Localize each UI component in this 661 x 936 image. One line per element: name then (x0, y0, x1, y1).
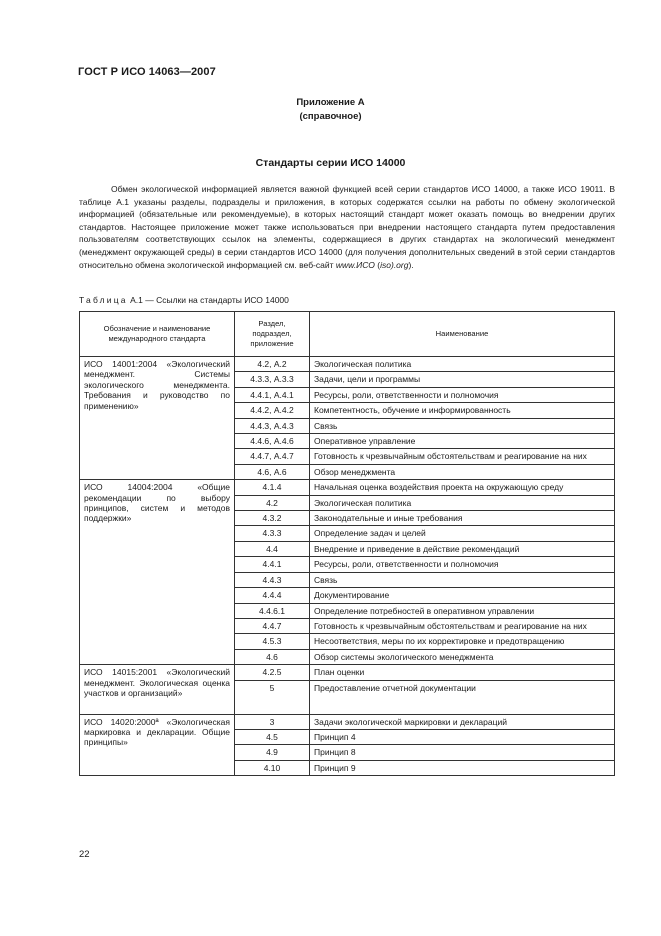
section-cell: 4.2, А.2 (235, 357, 310, 372)
table-row (80, 714, 615, 729)
name-cell: Связь (310, 418, 615, 433)
section-cell: 4.3.3, А.3.3 (235, 372, 310, 387)
name-cell: Внедрение и приведение в действие рекомендаций (310, 541, 615, 556)
section-cell: 4.4.2, А.4.2 (235, 403, 310, 418)
section-title: Стандарты серии ИСО 14000 (255, 157, 406, 169)
name-cell: Готовность к чрезвычайным обстоятельствам и реагирование на них (310, 618, 615, 633)
name-cell: Принцип 8 (310, 745, 615, 760)
document-code: ГОСТ Р ИСО 14063—2007 (78, 66, 216, 78)
section-cell: 4.5 (235, 729, 310, 744)
header-section: Раздел, подраздел, приложение (235, 312, 310, 357)
intro-text: Обмен экологической информацией является важной функцией всей серии стандартов ИСО 14000, а также ИСО 19011. В таблице А.1 указаны разделы, подразделы и приложения, в которых содержатся ссылки на работы по обмену экологической информацией (обязательные или рекомендуемые), в которых настоящий стандарт может оказать помощь во внедрении других стандартов. Настоящее приложение может также использоваться при внедрении настоящего стандарта путем предоставления пользователям соответствующих ссылок на элементы, содержащиеся в других стандартах на экологический менеджмент (менеджмент окружающей среды) в серии стандартов ИСО 14000 (для получения дополнительных сведений в этой серии стандартов относительно обмена экологической информацией см. веб-сайт (79, 184, 615, 270)
section-cell: 4.4.6, А.4.6 (235, 434, 310, 449)
section-cell: 4.2 (235, 495, 310, 510)
name-cell: Задачи экологической маркировки и деклараций (310, 714, 615, 729)
name-cell: Несоответствия, меры по их корректировке и предотвращению (310, 634, 615, 649)
table-caption-text: А.1 — Ссылки на стандарты ИСО 14000 (127, 295, 289, 305)
name-cell: Связь (310, 572, 615, 587)
name-cell: Экологическая политика (310, 495, 615, 510)
section-cell: 3 (235, 714, 310, 729)
name-cell: Определение потребностей в оперативном управлении (310, 603, 615, 618)
name-cell: Предоставление отчетной документации (310, 680, 615, 714)
table-row (80, 357, 615, 372)
name-cell: Задачи, цели и программы (310, 372, 615, 387)
name-cell: Ресурсы, роли, ответственности и полномочия (310, 387, 615, 402)
standards-table (79, 311, 615, 776)
section-cell: 4.2.5 (235, 665, 310, 680)
name-cell: Принцип 4 (310, 729, 615, 744)
section-cell: 4.4.7, А.4.7 (235, 449, 310, 464)
section-cell: 4.3.2 (235, 511, 310, 526)
standard-designation: ИСО 14015:2001 «Экологический менеджмент. Экологическая оценка участков и организаций» (80, 665, 235, 714)
intro-text-end: ). (408, 259, 414, 270)
section-cell: 4.4.3 (235, 572, 310, 587)
name-cell: Обзор менеджмента (310, 464, 615, 479)
table-caption-label: Таблица (79, 295, 128, 305)
name-cell: Оперативное управление (310, 434, 615, 449)
section-cell: 4.4.7 (235, 618, 310, 633)
name-cell: Начальная оценка воздействия проекта на окружающую среду (310, 480, 615, 495)
header-name: Наименование (310, 312, 615, 357)
intro-paragraph (79, 183, 615, 271)
section-cell: 5 (235, 680, 310, 714)
section-cell: 4.1.4 (235, 480, 310, 495)
section-cell: 4.5.3 (235, 634, 310, 649)
name-cell: Определение задач и целей (310, 526, 615, 541)
section-cell: 4.4.1, А.4.1 (235, 387, 310, 402)
intro-website-domain: iso).org (380, 259, 409, 270)
name-cell: Обзор системы экологического менеджмента (310, 649, 615, 664)
table-row (80, 665, 615, 680)
name-cell: Компетентность, обучение и информированность (310, 403, 615, 418)
section-cell: 4.4.4 (235, 588, 310, 603)
intro-text-middle: ( (374, 259, 381, 270)
section-cell: 4.6, А.6 (235, 464, 310, 479)
annex-kind: (справочное) (299, 111, 362, 122)
section-cell: 4.10 (235, 760, 310, 775)
section-cell: 4.4.3, А.4.3 (235, 418, 310, 433)
table-caption (79, 295, 289, 305)
name-cell: Ресурсы, роли, ответственности и полномочия (310, 557, 615, 572)
name-cell: План оценки (310, 665, 615, 680)
intro-website: www.ИСО (335, 259, 375, 270)
section-cell: 4.3.3 (235, 526, 310, 541)
name-cell: Экологическая политика (310, 357, 615, 372)
annex-title: Приложение А (296, 97, 365, 108)
standard-designation: ИСО 14004:2004 «Общие рекомендации по выбору принципов, систем и методов поддержки» (80, 480, 235, 665)
section-cell: 4.4.6.1 (235, 603, 310, 618)
page-number: 22 (79, 849, 90, 860)
name-cell: Принцип 9 (310, 760, 615, 775)
name-cell: Законодательные и иные требования (310, 511, 615, 526)
section-cell: 4.4 (235, 541, 310, 556)
standard-designation: ИСО 14020:2000ª «Экологическая маркировка и декларации. Общие принципы» (80, 714, 235, 776)
table-row (80, 480, 615, 495)
annex-heading (0, 96, 661, 124)
table-body (80, 357, 615, 776)
name-cell: Документирование (310, 588, 615, 603)
section-cell: 4.9 (235, 745, 310, 760)
section-cell: 4.4.1 (235, 557, 310, 572)
header-standard: Обозначение и наименование международного стандарта (80, 312, 235, 357)
name-cell: Готовность к чрезвычайным обстоятельствам и реагирование на них (310, 449, 615, 464)
section-cell: 4.6 (235, 649, 310, 664)
standard-designation: ИСО 14001:2004 «Экологический менеджмент. Системы экологического менеджмента. Требования и руководство по применению» (80, 357, 235, 480)
